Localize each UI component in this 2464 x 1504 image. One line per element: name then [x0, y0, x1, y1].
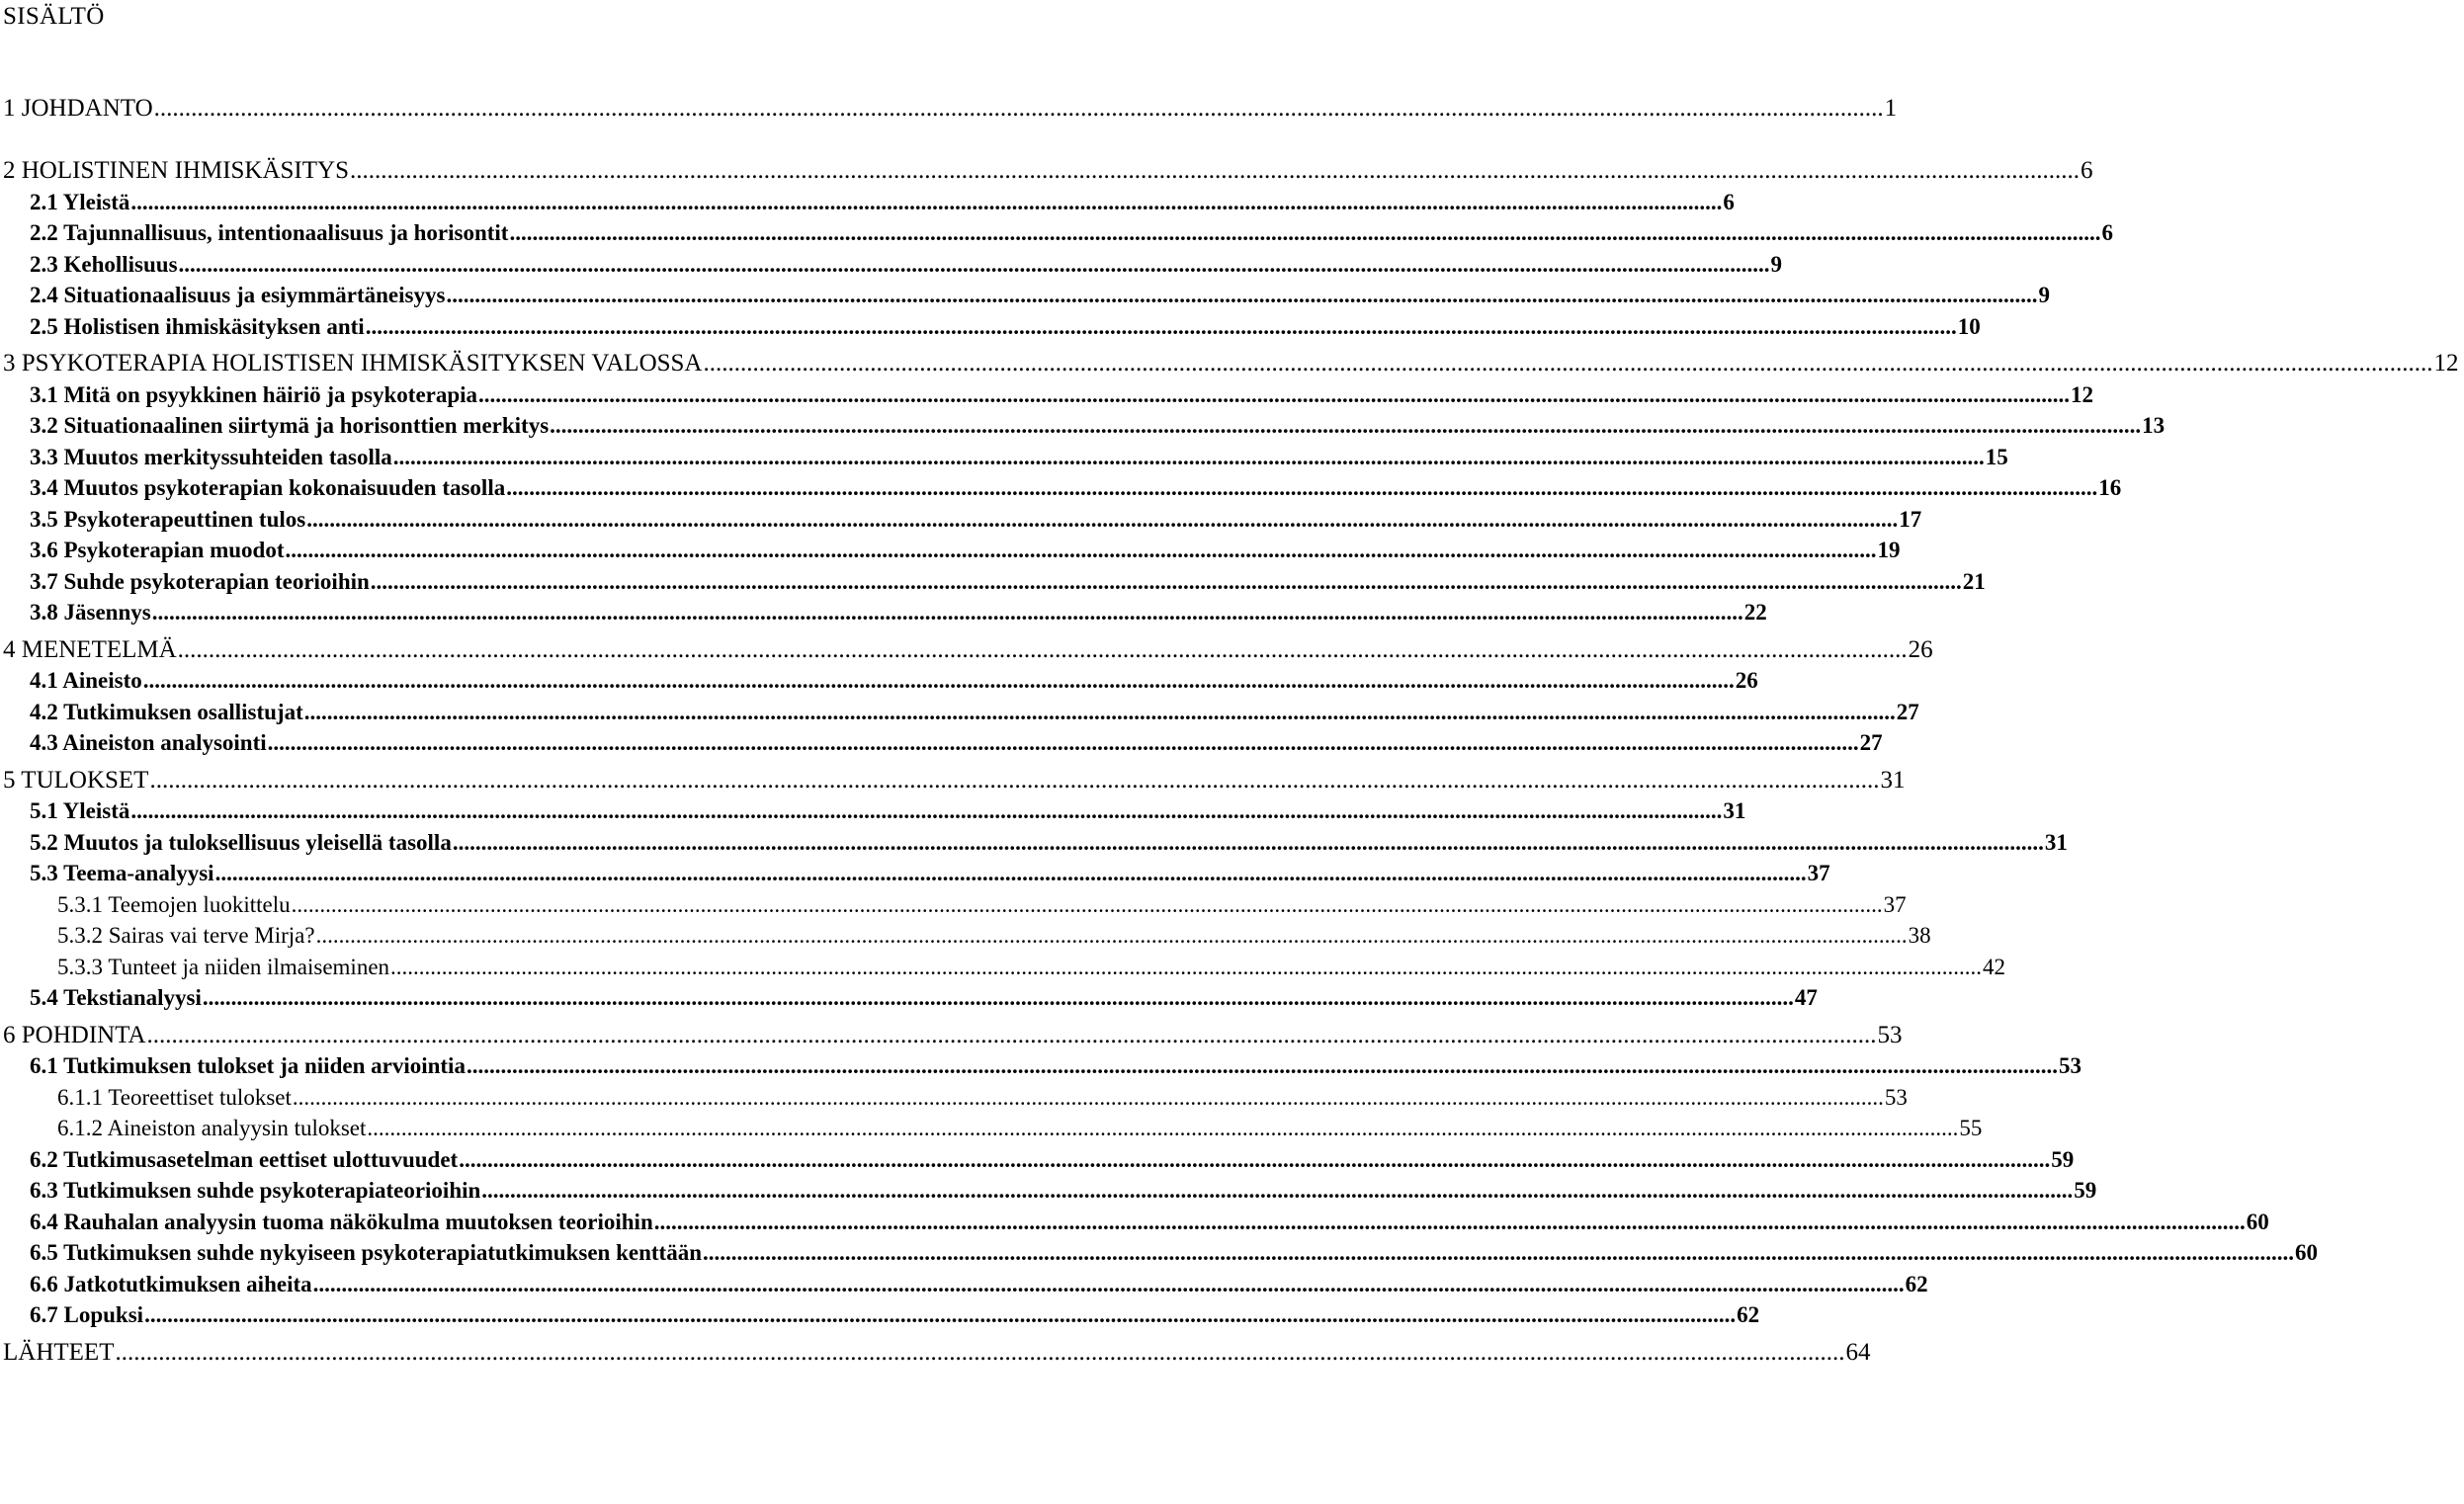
- toc-dot-leader: ........................................................................................................................................................................................................................................................................................: [653, 1210, 2246, 1234]
- toc-entry-title: 5.3.3 Tunteet ja niiden ilmaiseminen: [57, 955, 390, 979]
- toc-dot-leader: ........................................................................................................................................................................................................................................................................................: [291, 892, 1883, 917]
- toc-entry-title: 3.6 Psykoterapian muodot: [30, 538, 285, 562]
- toc-dot-leader: ........................................................................................................................................................................................................................................................................................: [115, 1339, 1845, 1366]
- toc-entry-title: 6.5 Tutkimuksen suhde nykyiseen psykoterapiatutkimuksen kenttään: [30, 1240, 702, 1265]
- toc-page-number: 59: [2074, 1178, 2097, 1203]
- toc-entry-title: 3.8 Jäsennys: [30, 600, 151, 625]
- toc-entry-title: 2.1 Yleistä: [30, 190, 130, 214]
- toc-dot-leader: ........................................................................................................................................................................................................................................................................................: [153, 95, 1884, 122]
- toc-entry-title: 3.5 Psykoterapeuttinen tulos: [30, 507, 306, 532]
- toc-dot-leader: ........................................................................................................................................................................................................................................................................................: [392, 445, 1985, 469]
- toc-dot-leader: ........................................................................................................................................................................................................................................................................................: [506, 475, 2098, 500]
- toc-entry-title: 6 POHDINTA: [3, 1022, 146, 1048]
- toc-page-number: 26: [1735, 668, 1758, 693]
- toc-page-number: 17: [1899, 507, 1922, 532]
- toc-entry-title: 3.1 Mitä on psyykkinen häiriö ja psykoterapia: [30, 382, 478, 407]
- toc-dot-leader: ........................................................................................................................................................................................................................................................................................: [149, 767, 1880, 794]
- toc-entry-title: 2.4 Situationaalisuus ja esiymmärtäneisyys: [30, 283, 446, 307]
- toc-entry[interactable]: [0, 380, 2094, 410]
- toc-entry[interactable]: [0, 598, 1767, 627]
- toc-dot-leader: ........................................................................................................................................................................................................................................................................................: [367, 1116, 1959, 1140]
- toc-entry-title: 4.3 Aineiston analysointi: [30, 730, 267, 755]
- toc-dot-leader: ........................................................................................................................................................................................................................................................................................: [285, 538, 1877, 562]
- toc-entry[interactable]: [0, 94, 1898, 124]
- toc-entry[interactable]: [0, 349, 2459, 378]
- toc-entry[interactable]: [0, 536, 1901, 565]
- toc-dot-leader: ........................................................................................................................................................................................................................................................................................: [702, 1240, 2294, 1265]
- toc-dot-leader: ........................................................................................................................................................................................................................................................................................: [466, 1053, 2058, 1078]
- toc-page-number: 6: [2101, 220, 2113, 245]
- toc-entry[interactable]: [0, 443, 2008, 472]
- toc-entry-title: 5.3.1 Teemojen luokittelu: [57, 892, 291, 917]
- toc-entry[interactable]: [0, 859, 1830, 888]
- toc-entry[interactable]: [0, 1051, 2082, 1081]
- toc-page-number: 13: [2142, 413, 2166, 438]
- toc-entry[interactable]: [0, 1114, 1983, 1143]
- toc-page-number: 22: [1743, 600, 1767, 625]
- toc-entry[interactable]: [0, 666, 1758, 696]
- toc-dot-leader: ........................................................................................................................................................................................................................................................................................: [267, 730, 1859, 755]
- toc-entry[interactable]: [0, 1083, 1908, 1113]
- toc-page-number: 31: [1880, 767, 1906, 794]
- toc-dot-leader: ........................................................................................................................................................................................................................................................................................: [202, 985, 1794, 1010]
- toc-dot-leader: ........................................................................................................................................................................................................................................................................................: [459, 1147, 2051, 1172]
- toc-entry-title: 6.1.1 Teoreettiset tulokset: [57, 1085, 292, 1110]
- toc-dot-leader: ........................................................................................................................................................................................................................................................................................: [312, 1272, 1905, 1296]
- toc-dot-leader: ........................................................................................................................................................................................................................................................................................: [509, 220, 2101, 245]
- toc-entry-title: 3.4 Muutos psykoterapian kokonaisuuden tasolla: [30, 475, 506, 500]
- toc-page-number: 6: [2081, 157, 2093, 184]
- toc-entry[interactable]: [0, 1238, 2318, 1268]
- toc-entry-title: 5 TULOKSET: [3, 767, 149, 794]
- toc-entry-title: 3.3 Muutos merkityssuhteiden tasolla: [30, 445, 392, 469]
- toc-entry[interactable]: [0, 218, 2113, 248]
- toc-dot-leader: ........................................................................................................................................................................................................................................................................................: [478, 382, 2071, 407]
- toc-entry[interactable]: [0, 635, 1933, 665]
- toc-page-number: 21: [1962, 569, 1986, 594]
- toc-dot-leader: ........................................................................................................................................................................................................................................................................................: [703, 350, 2433, 376]
- toc-dot-leader: ........................................................................................................................................................................................................................................................................................: [130, 190, 1723, 214]
- toc-dot-leader: ........................................................................................................................................................................................................................................................................................: [365, 314, 1957, 339]
- toc-entry-title: 2.5 Holistisen ihmiskäsityksen anti: [30, 314, 365, 339]
- toc-entry[interactable]: [0, 156, 2093, 186]
- toc-page-number: 12: [2071, 382, 2094, 407]
- toc-page-number: 6: [1723, 190, 1735, 214]
- toc-dot-leader: ........................................................................................................................................................................................................................................................................................: [292, 1085, 1884, 1110]
- toc-dot-leader: ........................................................................................................................................................................................................................................................................................: [481, 1178, 2074, 1203]
- toc-entry[interactable]: [0, 1176, 2097, 1206]
- toc-page-number: 55: [1959, 1116, 1983, 1140]
- toc-entry-title: 5.2 Muutos ja tuloksellisuus yleisellä tasolla: [30, 830, 452, 855]
- toc-entry[interactable]: [0, 1208, 2269, 1237]
- toc-entry[interactable]: [0, 828, 2068, 858]
- toc-entry-title: 6.1 Tutkimuksen tulokset ja niiden arviointia: [30, 1053, 466, 1078]
- toc-entry-title: 6.4 Rauhalan analyysin tuoma näkökulma muutoksen teorioihin: [30, 1210, 653, 1234]
- toc-entry-title: 6.1.2 Aineiston analyysin tulokset: [57, 1116, 367, 1140]
- toc-page-number: 62: [1905, 1272, 1928, 1296]
- toc-dot-leader: ........................................................................................................................................................................................................................................................................................: [146, 1022, 1877, 1048]
- toc-dot-leader: ........................................................................................................................................................................................................................................................................................: [130, 798, 1723, 823]
- toc-entry-title: 6.2 Tutkimusasetelman eettiset ulottuvuudet: [30, 1147, 459, 1172]
- toc-entry-title: 5.1 Yleistä: [30, 798, 130, 823]
- toc-entry-title: 4.2 Tutkimuksen osallistujat: [30, 700, 303, 724]
- toc-dot-leader: ........................................................................................................................................................................................................................................................................................: [177, 636, 1908, 663]
- toc-page-number: 15: [1985, 445, 2008, 469]
- toc-entry-title: 6.6 Jatkotutkimuksen aiheita: [30, 1272, 312, 1296]
- toc-dot-leader: ........................................................................................................................................................................................................................................................................................: [214, 861, 1807, 885]
- toc-entry[interactable]: [0, 473, 2122, 503]
- toc-entry-title: 4 MENETELMÄ: [3, 636, 177, 663]
- toc-page-number: 53: [1884, 1085, 1908, 1110]
- toc-entry-title: 1 JOHDANTO: [3, 95, 153, 122]
- toc-dot-leader: ........................................................................................................................................................................................................................................................................................: [390, 955, 1983, 979]
- toc-dot-leader: ........................................................................................................................................................................................................................................................................................: [151, 600, 1743, 625]
- toc-page-number: 10: [1957, 314, 1981, 339]
- toc-page-number: 64: [1845, 1339, 1871, 1366]
- toc-entry-title: 5.4 Tekstianalyysi: [30, 985, 202, 1010]
- toc-dot-leader: ........................................................................................................................................................................................................................................................................................: [446, 283, 2038, 307]
- toc-page-number: 38: [1908, 923, 1931, 948]
- toc-page-number: 53: [2058, 1053, 2082, 1078]
- toc-dot-leader: ........................................................................................................................................................................................................................................................................................: [144, 1302, 1737, 1327]
- toc-page-number: 31: [1723, 798, 1746, 823]
- toc-entry[interactable]: [0, 921, 1931, 951]
- toc-entry[interactable]: [0, 312, 1981, 342]
- toc-entry-title: 5.3 Teema-analyysi: [30, 861, 214, 885]
- toc-entry[interactable]: [0, 796, 1746, 826]
- toc-page-number: 16: [2098, 475, 2122, 500]
- toc-page-number: 19: [1877, 538, 1901, 562]
- toc-page-number: 59: [2051, 1147, 2075, 1172]
- toc-entry[interactable]: [0, 983, 1818, 1013]
- toc-entry-title: 6.3 Tutkimuksen suhde psykoterapiateorioihin: [30, 1178, 481, 1203]
- toc-page-number: 12: [2433, 350, 2459, 376]
- toc-entry-title: 5.3.2 Sairas vai terve Mirja?: [57, 923, 315, 948]
- toc-page-number: 62: [1737, 1302, 1760, 1327]
- toc-page-number: 60: [2246, 1210, 2269, 1234]
- toc-entry[interactable]: [0, 281, 2050, 310]
- toc-entry-title: 3.7 Suhde psykoterapian teorioihin: [30, 569, 370, 594]
- toc-page-number: 27: [1896, 700, 1919, 724]
- toc-entry-title: 3.2 Situationaalinen siirtymä ja horisonttien merkitys: [30, 413, 550, 438]
- toc-entry[interactable]: [0, 505, 1922, 535]
- toc-entry-title: 3 PSYKOTERAPIA HOLISTISEN IHMISKÄSITYKSEN VALOSSA: [3, 350, 703, 376]
- toc-dot-leader: ........................................................................................................................................................................................................................................................................................: [303, 700, 1896, 724]
- toc-dot-leader: ........................................................................................................................................................................................................................................................................................: [370, 569, 1962, 594]
- toc-entry[interactable]: [0, 188, 1735, 217]
- toc-dot-leader: ........................................................................................................................................................................................................................................................................................: [350, 157, 2080, 184]
- toc-entry[interactable]: [0, 953, 2006, 982]
- toc-entry[interactable]: [0, 698, 1919, 727]
- toc-page-number: 47: [1794, 985, 1818, 1010]
- toc-entry[interactable]: [0, 1338, 1871, 1368]
- toc-dot-leader: ........................................................................................................................................................................................................................................................................................: [306, 507, 1899, 532]
- toc-page-number: 27: [1859, 730, 1883, 755]
- toc-entry[interactable]: [0, 250, 1783, 280]
- toc-entry[interactable]: [0, 567, 1986, 597]
- page-title: SISÄLTÖ: [3, 3, 105, 30]
- toc-page-number: 1: [1884, 95, 1898, 122]
- toc-dot-leader: ........................................................................................................................................................................................................................................................................................: [452, 830, 2044, 855]
- toc-entry[interactable]: [0, 1270, 1928, 1299]
- toc-entry[interactable]: [0, 728, 1883, 758]
- toc-entry[interactable]: [0, 1021, 1903, 1050]
- toc-dot-leader: ........................................................................................................................................................................................................................................................................................: [178, 252, 1770, 277]
- toc-entry-title: 6.7 Lopuksi: [30, 1302, 144, 1327]
- toc-entry[interactable]: [0, 411, 2166, 441]
- toc-page-number: 37: [1883, 892, 1907, 917]
- toc-entry-title: 2.3 Kehollisuus: [30, 252, 178, 277]
- toc-page-number: 9: [1770, 252, 1783, 277]
- toc-entry-title: 4.1 Aineisto: [30, 668, 142, 693]
- toc-dot-leader: ........................................................................................................................................................................................................................................................................................: [315, 923, 1908, 948]
- toc-page-number: 42: [1983, 955, 2006, 979]
- toc-page-number: 37: [1807, 861, 1830, 885]
- toc-entry-title: LÄHTEET: [3, 1339, 115, 1366]
- toc-dot-leader: ........................................................................................................................................................................................................................................................................................: [142, 668, 1735, 693]
- toc-entry[interactable]: [0, 890, 1907, 920]
- toc-entry[interactable]: [0, 766, 1906, 795]
- toc-entry-title: 2.2 Tajunnallisuus, intentionaalisuus ja horisontit: [30, 220, 509, 245]
- toc-dot-leader: ........................................................................................................................................................................................................................................................................................: [550, 413, 2142, 438]
- toc-page-number: 31: [2044, 830, 2068, 855]
- toc-entry[interactable]: [0, 1300, 1760, 1330]
- toc-page-number: 53: [1877, 1022, 1903, 1048]
- toc-page-number: 60: [2294, 1240, 2318, 1265]
- toc-page-number: 9: [2038, 283, 2050, 307]
- toc-page-number: 26: [1908, 636, 1933, 663]
- toc-entry-title: 2 HOLISTINEN IHMISKÄSITYS: [3, 157, 349, 184]
- toc-entry[interactable]: [0, 1145, 2075, 1175]
